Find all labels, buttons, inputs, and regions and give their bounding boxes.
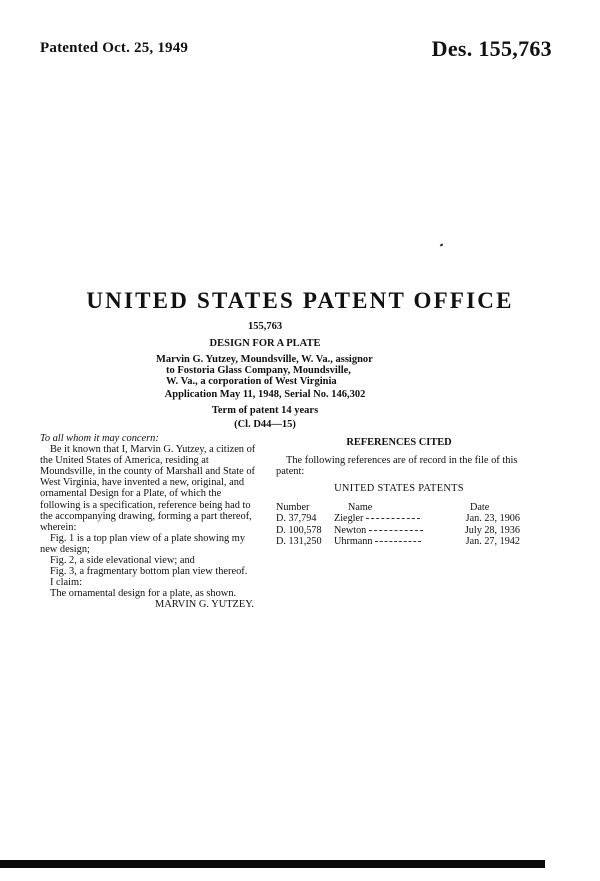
classification-line: (Cl. D44—15) xyxy=(234,419,296,430)
table-row xyxy=(276,536,520,547)
salutation: To all whom it may concern: xyxy=(40,433,159,444)
references-heading: REFERENCES CITED xyxy=(346,437,452,448)
figure-3-description: Fig. 3, a fragmentary bottom plan view thereof. xyxy=(50,566,248,578)
reference-number: D. 37,794 xyxy=(276,513,317,525)
reference-date: July 28, 1936 xyxy=(464,524,520,536)
patent-number: 155,763 xyxy=(247,321,283,332)
table-header-row xyxy=(276,502,520,513)
reference-number: D. 131,250 xyxy=(276,535,322,547)
column-header-date: Date xyxy=(470,502,490,514)
claim-text: The ornamental design for a plate, as shown. xyxy=(50,588,237,600)
specification-column xyxy=(40,433,260,611)
patented-date: Patented Oct. 25, 1949 xyxy=(40,40,189,56)
reference-name: Newton xyxy=(334,524,367,536)
inventor-assignor-block xyxy=(156,354,396,387)
references-table xyxy=(276,502,520,546)
references-column xyxy=(276,437,522,547)
scan-speck xyxy=(440,243,444,246)
reference-name: Ziegler xyxy=(334,513,364,525)
application-line: Application May 11, 1948, Serial No. 146,302 xyxy=(164,389,366,400)
figure-2-description: Fig. 2, a side elevational view; and xyxy=(50,555,195,567)
design-patent-number: Des. 155,763 xyxy=(431,36,552,61)
reference-name: Uhrmann xyxy=(334,535,373,547)
reference-number: D. 100,578 xyxy=(276,524,322,536)
us-patents-heading: UNITED STATES PATENTS xyxy=(334,483,464,495)
reference-date: Jan. 23, 1906 xyxy=(465,513,520,525)
intro-paragraph: Be it known that I, Marvin G. Yutzey, a citizen of the United States of America, residing at Moundsville, in the county of Marshall and State of West Virginia, have invented a new, original, and ornamental Design for a Plate, of which the following is a specification, reference being had to the accompanying drawing, forming a part thereof, wherein: xyxy=(40,444,256,533)
table-row xyxy=(276,513,520,524)
claim-heading: I claim: xyxy=(50,577,83,589)
reference-name-cell xyxy=(334,513,456,524)
column-header-number: Number xyxy=(276,502,310,514)
reference-name-cell xyxy=(334,525,456,536)
office-title: UNITED STATES PATENT OFFICE xyxy=(86,288,514,313)
references-intro: The following references are of record in the file of this patent: xyxy=(276,455,518,478)
signature: MARVIN G. YUTZEY. xyxy=(154,599,254,611)
term-line: Term of patent 14 years xyxy=(211,405,319,416)
column-header-name: Name xyxy=(348,502,373,514)
inventor-line: W. Va., a corporation of West Virginia xyxy=(166,376,337,387)
figure-1-description: Fig. 1 is a top plan view of a plate showing my new design; xyxy=(40,532,246,555)
reference-name-cell xyxy=(334,536,456,547)
inventor-line: to Fostoria Glass Company, Moundsville, xyxy=(166,365,351,376)
leader-dots xyxy=(369,530,423,531)
reference-date: Jan. 27, 1942 xyxy=(465,535,520,547)
inventor-line: Marvin G. Yutzey, Moundsville, W. Va., assignor xyxy=(156,354,373,365)
leader-dots xyxy=(375,541,421,542)
leader-dots xyxy=(366,518,420,519)
table-row xyxy=(276,525,520,536)
design-title: DESIGN FOR A PLATE xyxy=(209,338,321,349)
bottom-rule xyxy=(0,860,545,868)
